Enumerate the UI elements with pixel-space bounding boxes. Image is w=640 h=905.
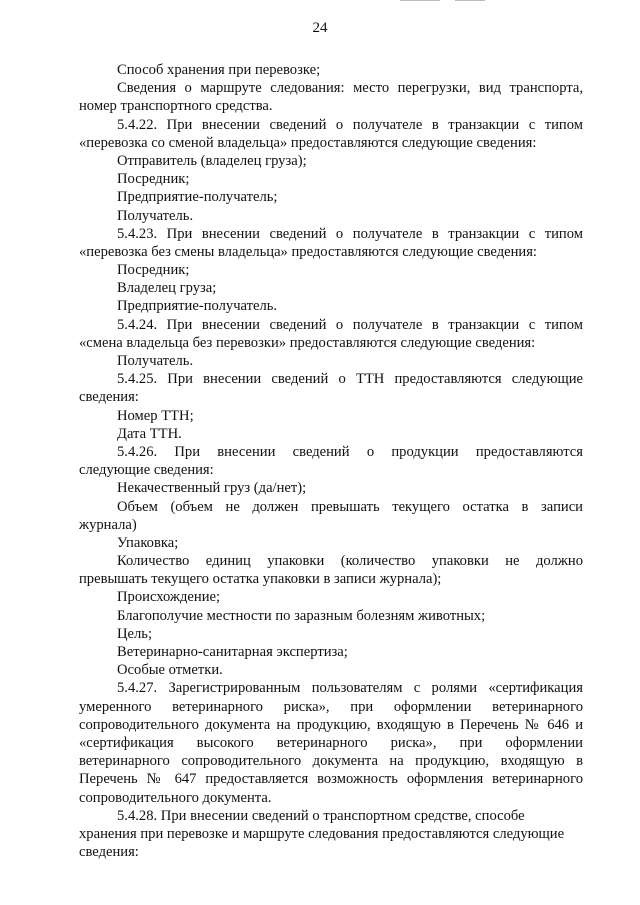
text-line: Перечень № 647 предоставляется возможность оформления ветеринарного bbox=[79, 771, 583, 788]
text-line: 5.4.27. Зарегистрированным пользователям с ролями «сертификация bbox=[117, 680, 583, 697]
text-line: следующие сведения: bbox=[79, 462, 214, 479]
text-line: Упаковка; bbox=[117, 534, 179, 551]
text-line: Особые отметки. bbox=[117, 662, 223, 679]
text-line: Посредник; bbox=[117, 171, 190, 188]
text-line: Дата ТТН. bbox=[117, 425, 182, 442]
text-line: Способ хранения при перевозке; bbox=[117, 62, 321, 78]
page-number: 24 bbox=[312, 20, 328, 36]
text-line: сопроводительного документа на продукцию, входящую в Перечень № 646 и bbox=[79, 716, 583, 733]
text-line: «перевозка со сменой владельца» предоставляются следующие сведения: bbox=[79, 134, 537, 151]
text-line: Посредник; bbox=[117, 262, 190, 279]
text-line: Получатель. bbox=[117, 207, 194, 224]
text-line: 5.4.26. При внесении сведений о продукции предоставляются bbox=[117, 443, 583, 460]
text-line: 5.4.23. При внесении сведений о получателе в транзакции с типом bbox=[117, 225, 583, 242]
text-line: номер транспортного средства. bbox=[79, 98, 273, 115]
text-line: хранения при перевозке и маршруте следования предоставляются следующие bbox=[79, 825, 565, 842]
text-line: 5.4.28. При внесении сведений о транспортном средстве, способе bbox=[117, 807, 525, 824]
text-line: Благополучие местности по заразным болезням животных; bbox=[117, 607, 486, 624]
text-line: Некачественный груз (да/нет); bbox=[117, 480, 307, 497]
text-line: Отправитель (владелец груза); bbox=[117, 152, 307, 169]
text-line: «смена владельца без перевозки» предоставляются следующие сведения: bbox=[79, 334, 536, 351]
scan-edge-mark bbox=[455, 0, 485, 1]
text-line: превышать текущего остатка упаковки в записи журнала); bbox=[79, 571, 442, 588]
scan-edge-mark bbox=[400, 0, 440, 1]
text-line: Сведения о маршруте следования: место перегрузки, вид транспорта, bbox=[117, 80, 583, 97]
text-line: Происхождение; bbox=[117, 589, 221, 606]
text-line: Владелец груза; bbox=[117, 280, 217, 297]
text-line: Предприятие-получатель. bbox=[117, 298, 278, 315]
document-body bbox=[79, 61, 583, 861]
text-line: журнала) bbox=[79, 516, 137, 533]
text-line: Предприятие-получатель; bbox=[117, 189, 278, 206]
text-line: Цель; bbox=[117, 625, 153, 642]
text-line: Количество единиц упаковки (количество упаковки не должно bbox=[117, 553, 583, 570]
text-line: 5.4.24. При внесении сведений о получателе в транзакции с типом bbox=[117, 316, 583, 333]
text-line: Объем (объем не должен превышать текущего остатка в записи bbox=[117, 498, 583, 515]
text-line: сопроводительного документа. bbox=[79, 789, 272, 806]
text-line: «перевозка без смены владельца» предоставляются следующие сведения: bbox=[79, 243, 537, 260]
text-line: 5.4.25. При внесении сведений о ТТН предоставляются следующие bbox=[117, 371, 583, 388]
text-line: ветеринарного сопроводительного документа на продукцию, входящую в bbox=[79, 753, 583, 770]
text-line: умеренного ветеринарного риска», при оформлении ветеринарного bbox=[79, 698, 583, 715]
text-line: Номер ТТН; bbox=[117, 407, 194, 424]
text-line: сведения: bbox=[79, 844, 139, 861]
text-line: 5.4.22. При внесении сведений о получателе в транзакции с типом bbox=[117, 116, 583, 133]
text-line: «сертификация высокого ветеринарного риска», при оформлении bbox=[79, 734, 583, 751]
text-line: Получатель. bbox=[117, 353, 194, 369]
text-line: Ветеринарно-санитарная экспертиза; bbox=[117, 644, 348, 660]
text-line: сведения: bbox=[79, 389, 139, 406]
